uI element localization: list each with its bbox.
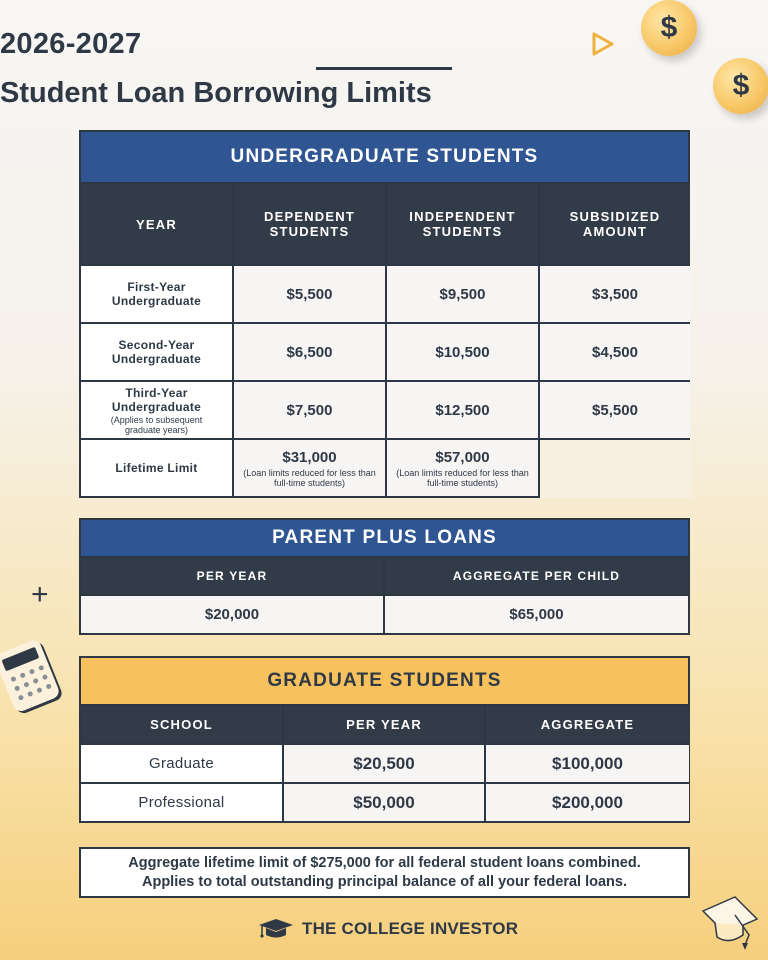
dependent-amount: $6,500 <box>286 343 333 361</box>
table-cell <box>284 784 484 821</box>
column-header-aggregate-per-child: AGGREGATE PER CHILD <box>385 558 688 594</box>
parent-plus-table <box>79 518 690 635</box>
column-header-aggregate: AGGREGATE <box>486 706 689 743</box>
table-cell <box>385 596 688 633</box>
column-header-subsidized: SUBSIDIZED AMOUNT <box>540 184 690 264</box>
table-cell <box>234 266 385 322</box>
table-cell <box>486 745 689 782</box>
note-line-1: Aggregate lifetime limit of $275,000 for all federal student loans combined. <box>128 854 641 871</box>
independent-amount: $12,500 <box>435 401 490 419</box>
brand-logo <box>258 918 518 940</box>
lifetime-independent-amount: $57,000 <box>435 448 490 466</box>
column-header-dependent: DEPENDENT STUDENTS <box>234 184 385 264</box>
column-header-school: SCHOOL <box>81 706 282 743</box>
play-triangle-icon <box>590 31 616 57</box>
table-cell <box>387 382 538 438</box>
note-line-2: Applies to total outstanding principal balance of all your federal loans. <box>141 873 627 890</box>
table-cell <box>284 745 484 782</box>
page-title: Student Loan Borrowing Limits <box>0 77 432 109</box>
lifetime-independent-note: (Loan limits reduced for less than full-time students) <box>396 467 529 488</box>
independent-amount: $10,500 <box>435 343 490 361</box>
dollar-coin-icon: $ <box>641 0 697 56</box>
graduate-grid <box>81 706 688 821</box>
empty-cell <box>540 440 692 498</box>
undergraduate-title: UNDERGRADUATE STUDENTS <box>81 132 688 184</box>
undergraduate-grid <box>81 184 688 496</box>
row-label <box>81 324 232 380</box>
mortarboard-icon <box>258 918 294 940</box>
dependent-amount: $7,500 <box>286 401 333 419</box>
table-cell <box>540 324 690 380</box>
parent-plus-grid <box>81 558 688 633</box>
school-label: Graduate <box>149 755 214 772</box>
title-underline <box>316 67 452 70</box>
lifetime-dependent-amount: $31,000 <box>282 448 337 466</box>
table-cell <box>81 745 282 782</box>
year-label: First-Year Undergraduate <box>111 280 202 308</box>
aggregate-limit-note <box>79 847 690 898</box>
independent-amount: $9,500 <box>439 285 486 303</box>
table-cell <box>540 382 690 438</box>
table-cell <box>234 324 385 380</box>
row-label <box>81 440 232 496</box>
column-header-year: YEAR <box>81 184 232 264</box>
table-cell <box>540 266 690 322</box>
column-header-per-year: PER YEAR <box>284 706 484 743</box>
graduate-table <box>79 656 690 823</box>
subsidized-amount: $4,500 <box>592 343 638 361</box>
year-note: (Applies to subsequent graduate years) <box>110 414 203 435</box>
subsidized-amount: $3,500 <box>592 285 638 303</box>
year-title: 2026-2027 <box>0 28 142 60</box>
year-label: Second-Year Undergraduate <box>111 338 202 366</box>
table-cell <box>81 784 282 821</box>
undergraduate-table <box>79 130 690 498</box>
year-label: Third-Year Undergraduate <box>111 385 202 414</box>
school-label: Professional <box>138 794 225 811</box>
table-cell <box>234 382 385 438</box>
column-header-per-year: PER YEAR <box>81 558 383 594</box>
per-year-amount: $50,000 <box>353 792 415 812</box>
aggregate-amount: $100,000 <box>552 753 623 773</box>
table-cell <box>387 324 538 380</box>
subsidized-amount: $5,500 <box>592 401 638 419</box>
per-year-amount: $20,500 <box>353 753 415 773</box>
table-cell <box>81 596 383 633</box>
lifetime-label: Lifetime Limit <box>115 461 198 475</box>
parent-plus-title: PARENT PLUS LOANS <box>81 520 688 558</box>
dollar-coin-icon: $ <box>713 58 768 114</box>
dependent-amount: $5,500 <box>286 285 333 303</box>
graduate-title: GRADUATE STUDENTS <box>81 658 688 706</box>
table-cell <box>387 266 538 322</box>
per-year-amount: $20,000 <box>204 606 260 623</box>
plus-icon: + <box>31 578 49 611</box>
aggregate-amount: $200,000 <box>552 792 623 812</box>
table-cell <box>234 440 385 496</box>
lifetime-dependent-note: (Loan limits reduced for less than full-time students) <box>243 467 376 488</box>
table-cell <box>387 440 538 496</box>
calculator-icon <box>0 636 64 718</box>
aggregate-per-child-amount: $65,000 <box>509 606 564 623</box>
column-header-independent: INDEPENDENT STUDENTS <box>387 184 538 264</box>
row-label <box>81 382 232 438</box>
brand-name: THE COLLEGE INVESTOR <box>302 919 519 938</box>
table-cell <box>486 784 689 821</box>
graduation-cap-icon <box>699 893 761 951</box>
row-label <box>81 266 232 322</box>
